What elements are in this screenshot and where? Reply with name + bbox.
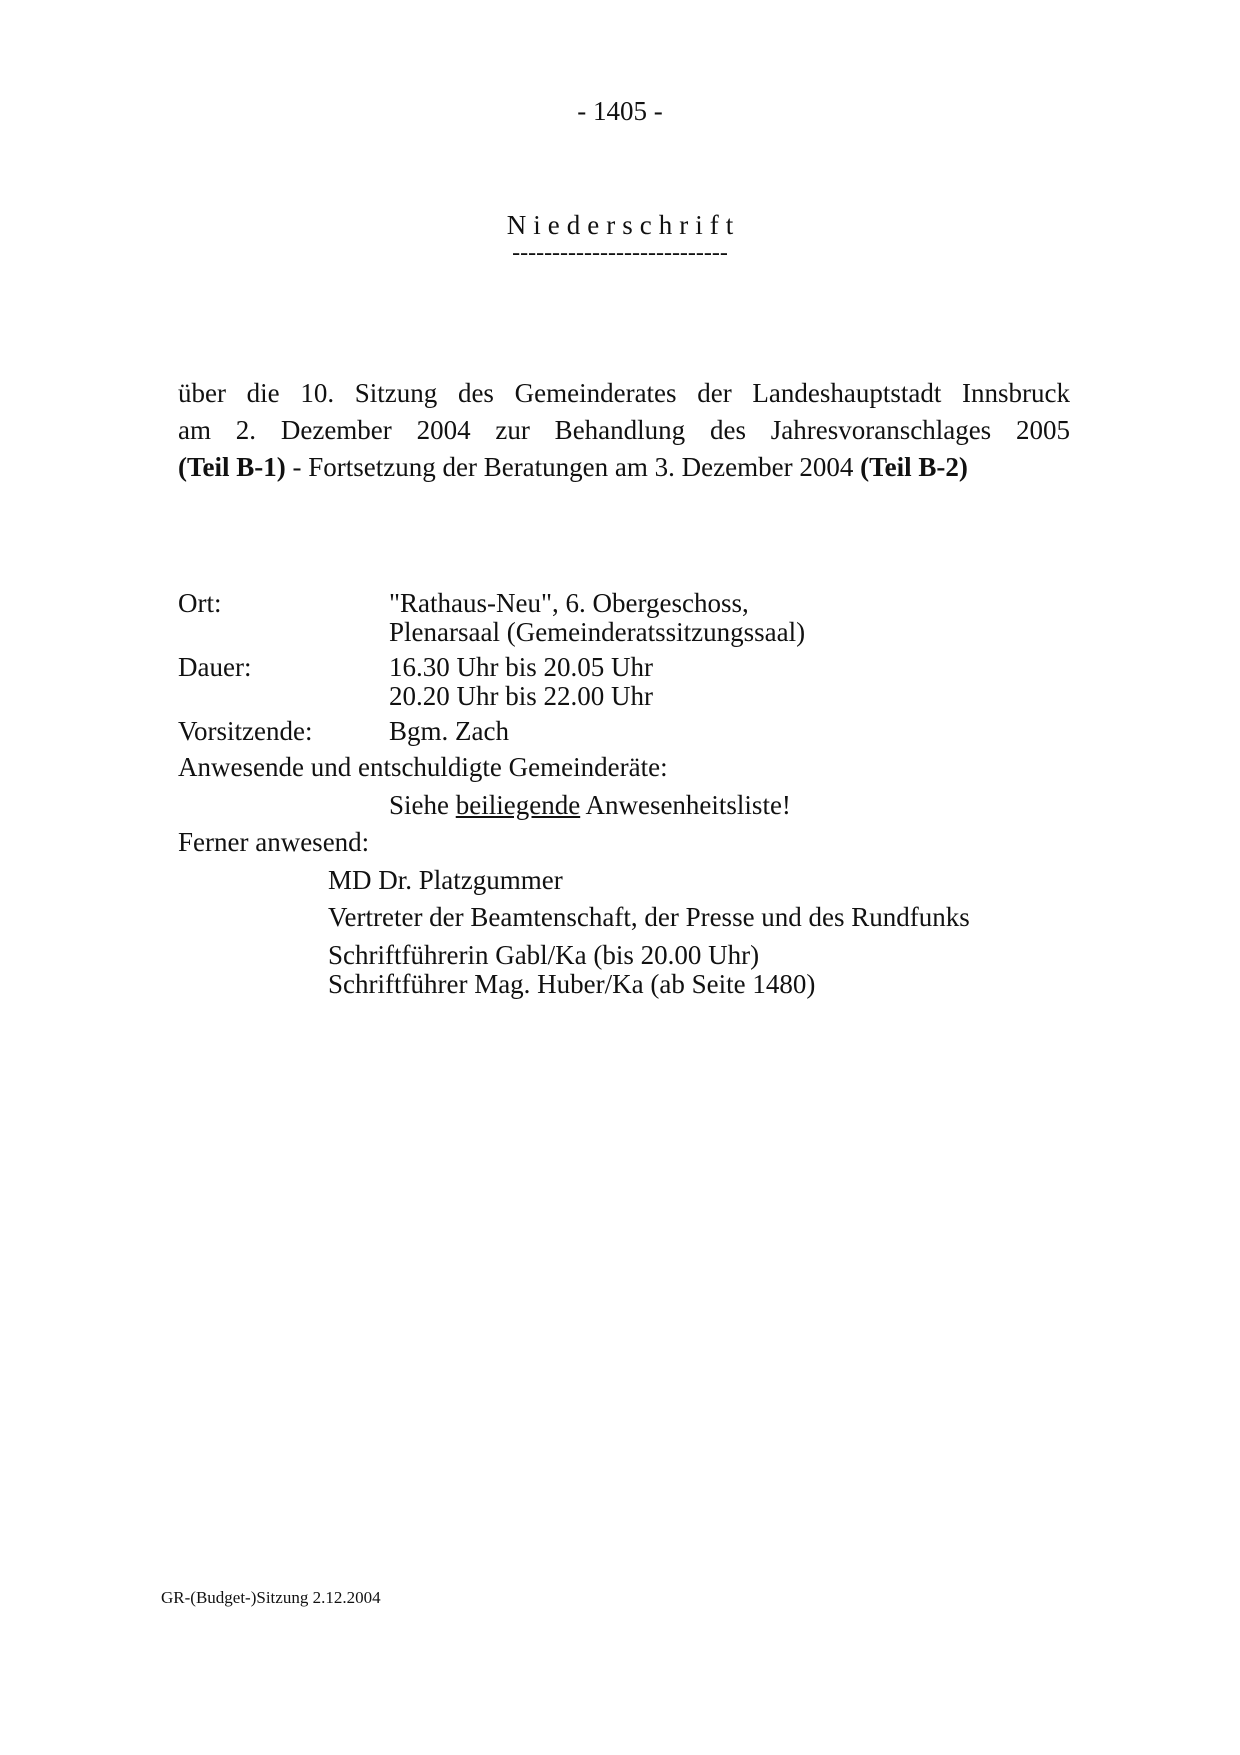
ort-value-line-1: "Rathaus-Neu", 6. Obergeschoss, bbox=[389, 588, 749, 618]
anwesende-label: Anwesende und entschuldigte Gemeinderäte: bbox=[178, 752, 668, 782]
intro-line-1: über die 10. Sitzung des Gemeinderates der Landeshauptstadt Innsbruck bbox=[178, 378, 1070, 408]
dauer-label: Dauer: bbox=[178, 652, 252, 682]
intro-line-2: am 2. Dezember 2004 zur Behandlung des Jahresvoranschlages 2005 bbox=[178, 415, 1070, 445]
intro-paragraph bbox=[178, 375, 1070, 486]
vorsitzende-label: Vorsitzende: bbox=[178, 716, 313, 746]
vorsitzende-value: Bgm. Zach bbox=[389, 716, 509, 746]
part-b1-label: (Teil B-1) bbox=[178, 452, 286, 482]
document-title: Niederschrift bbox=[506, 210, 741, 240]
attendee-item: Vertreter der Beamtenschaft, der Presse und des Rundfunks bbox=[328, 902, 970, 932]
intro-line-3 bbox=[178, 449, 1070, 486]
attendee-item: MD Dr. Platzgummer bbox=[328, 865, 563, 895]
ferner-anwesend-label: Ferner anwesend: bbox=[178, 827, 370, 857]
note-suffix: Anwesenheitsliste! bbox=[580, 790, 791, 820]
dauer-value-line-2: 20.20 Uhr bis 22.00 Uhr bbox=[389, 681, 653, 711]
continuation-text: - Fortsetzung der Beratungen am 3. Dezember 2004 bbox=[285, 452, 861, 482]
dauer-value-line-1: 16.30 Uhr bis 20.05 Uhr bbox=[389, 652, 653, 682]
ort-value-line-2: Plenarsaal (Gemeinderatssitzungssaal) bbox=[389, 617, 806, 647]
page-number: - 1405 - bbox=[577, 96, 663, 126]
note-underlined-word: beiliegende bbox=[455, 790, 581, 820]
title-underline-rule: --------------------------- bbox=[512, 240, 728, 266]
footer-session-label: GR-(Budget-)Sitzung 2.12.2004 bbox=[161, 1588, 381, 1607]
note-prefix: Siehe bbox=[389, 790, 456, 820]
ort-label: Ort: bbox=[178, 588, 222, 618]
anwesenheitsliste-note bbox=[389, 790, 791, 821]
attendee-item: Schriftführer Mag. Huber/Ka (ab Seite 1480) bbox=[328, 969, 816, 999]
part-b2-label: (Teil B-2) bbox=[860, 452, 968, 482]
attendee-item: Schriftführerin Gabl/Ka (bis 20.00 Uhr) bbox=[328, 940, 760, 970]
